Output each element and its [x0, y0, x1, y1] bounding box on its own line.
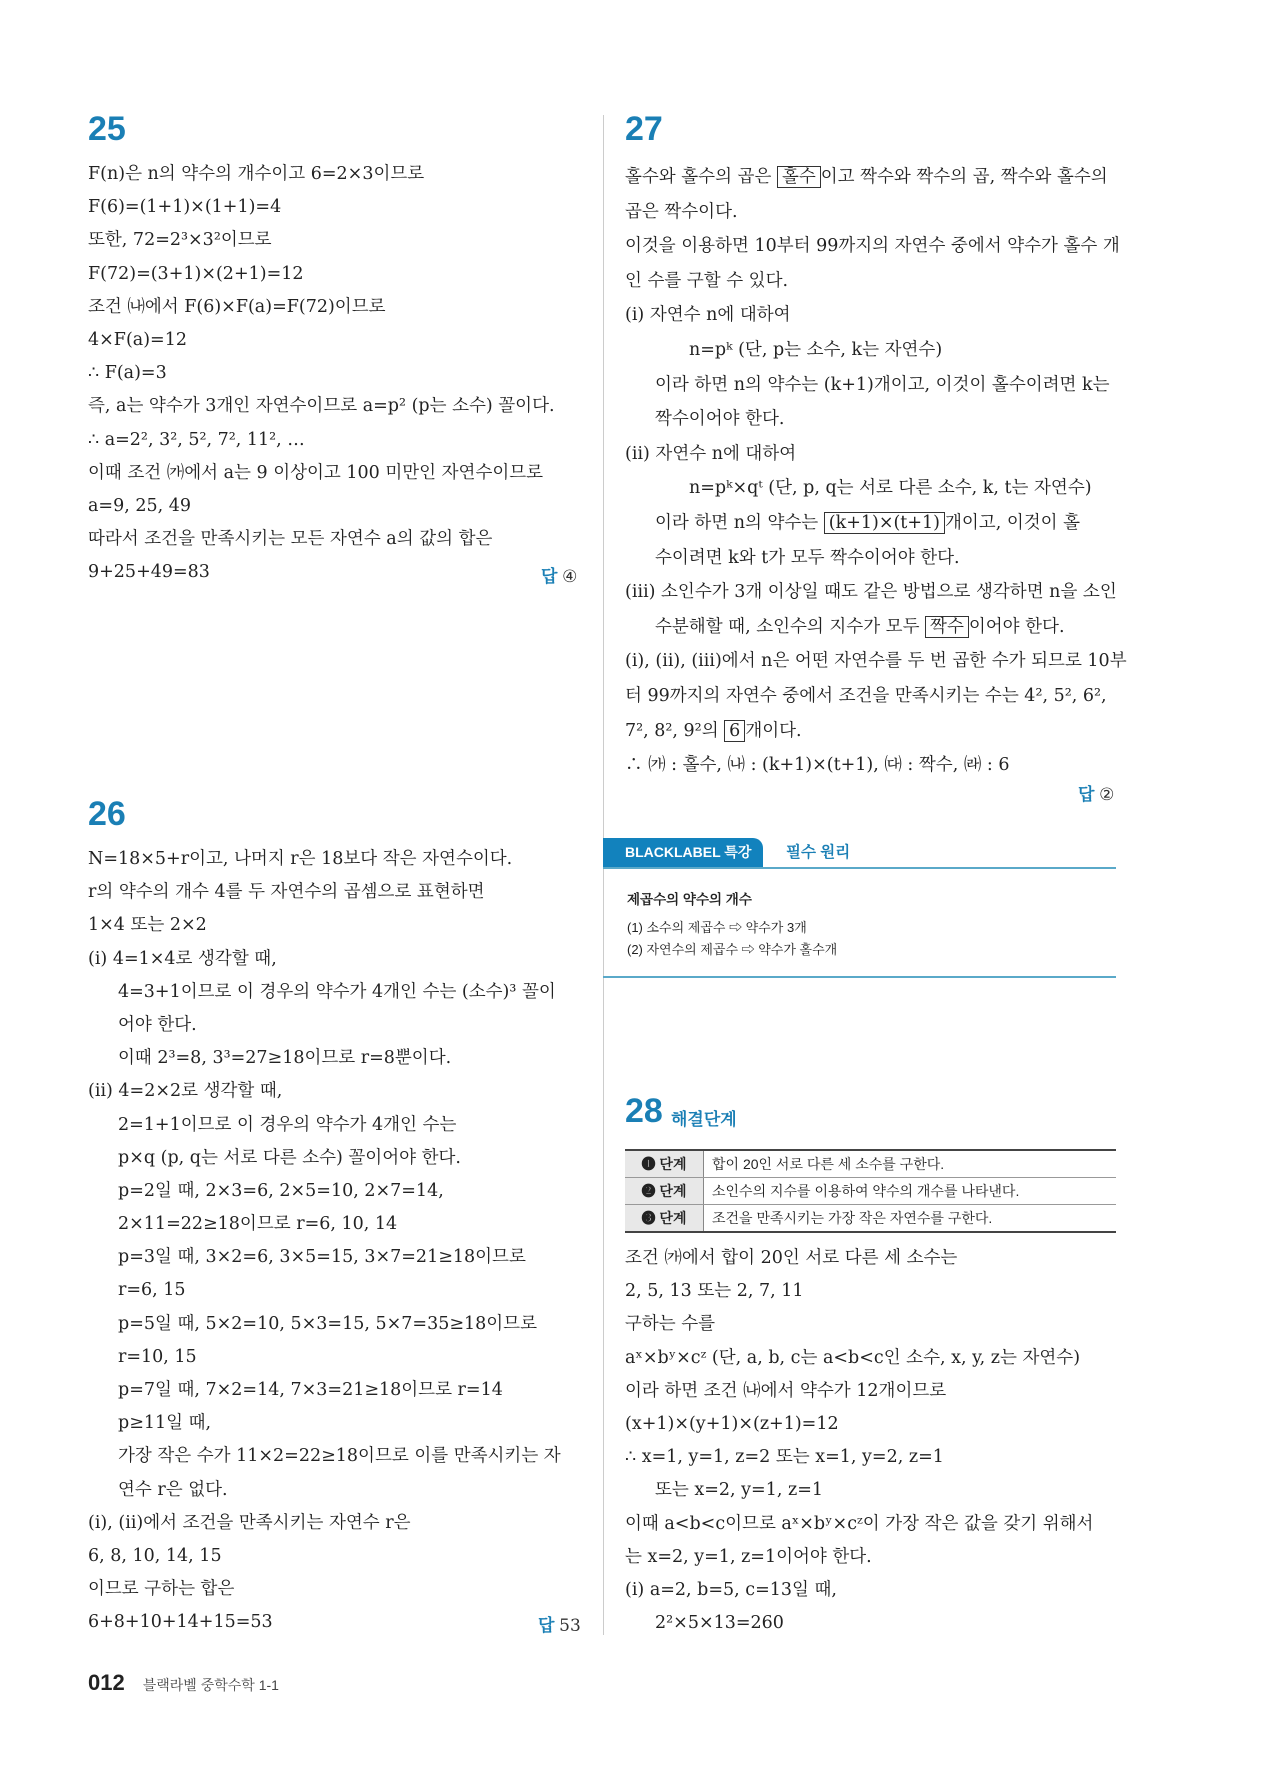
line-text: 이라 하면 n의 약수는 [655, 512, 824, 533]
line-text: 2=1+1이므로 이 경우의 약수가 4개인 수는 [118, 1114, 457, 1135]
text-line [88, 1474, 561, 1507]
line-text: 짝수이어야 한다. [655, 409, 785, 430]
table-row [625, 1178, 1116, 1205]
text-line [625, 1607, 1093, 1640]
line-text: 또한, 72=2³×3²이므로 [88, 230, 272, 251]
line-text: 2, 5, 13 또는 2, 7, 11 [625, 1281, 804, 1302]
problem-number-26: 26 [88, 795, 126, 833]
line-text: (ⅰ) 4=1×4로 생각할 때, [88, 948, 277, 969]
text-line [88, 1274, 561, 1307]
text-line [88, 1606, 561, 1639]
solution-steps-label: 해결단계 [671, 1110, 737, 1129]
line-text: 1×4 또는 2×2 [88, 915, 207, 936]
solution-27 [625, 160, 1127, 783]
line-text: 이어야 한다. [968, 616, 1065, 637]
line-text: (ⅰ), (ⅱ)에서 조건을 만족시키는 자연수 r은 [88, 1512, 411, 1533]
answer-label: 답 [541, 567, 558, 586]
line-text: 터 99까지의 자연수 중에서 조건을 만족시키는 수는 4², 5², 6², [625, 685, 1107, 706]
step-key: ❷ 단계 [625, 1178, 704, 1205]
line-text: 이고 짝수와 짝수의 곱, 짝수와 홀수의 [820, 167, 1108, 187]
text-line [88, 224, 555, 257]
solution-25 [88, 158, 558, 589]
text-line [625, 1275, 1093, 1308]
text-line [625, 333, 1127, 368]
text-line [625, 1574, 1093, 1607]
line-text: (x+1)×(y+1)×(z+1)=12 [625, 1413, 839, 1434]
line-text: 이므로 구하는 합은 [88, 1579, 235, 1600]
line-text: 가장 작은 수가 11×2=22≥18이므로 이를 만족시키는 자 [118, 1446, 561, 1467]
text-line [625, 1541, 1093, 1574]
line-text: 4=3+1이므로 이 경우의 약수가 4개인 수는 (소수)³ 꼴이 [118, 981, 556, 1002]
line-text: ∴ ㈎ : 홀수, ㈏ : (k+1)×(t+1), ㈐ : 짝수, ㈑ : 6 [625, 755, 1010, 776]
text-line [625, 1308, 1093, 1341]
tip-item: (2) 자연수의 제곱수 ⇨ 약수가 홀수개 [627, 942, 838, 957]
blacklabel-tab: BLACKLABEL 특강 [603, 838, 763, 867]
text-line [625, 1508, 1093, 1541]
line-text: 4×F(a)=12 [88, 329, 187, 350]
text-line [88, 424, 555, 457]
divider [603, 976, 1116, 978]
line-text: F(n)은 n의 약수의 개수이고 6=2×3이므로 [88, 164, 425, 184]
line-text: (ⅱ) 4=2×2로 생각할 때, [88, 1081, 283, 1102]
text-line [88, 1075, 561, 1108]
text-line [625, 679, 1127, 714]
text-line [625, 1242, 1093, 1275]
line-text: 개이다. [745, 720, 802, 741]
text-line [88, 1540, 561, 1573]
text-line [88, 1241, 561, 1274]
table-row [625, 1205, 1116, 1233]
text-line [625, 298, 1127, 333]
text-line [625, 541, 1127, 576]
text-line [625, 1441, 1093, 1474]
line-text: r=6, 15 [118, 1280, 186, 1301]
line-text: N=18×5+r이고, 나머지 r은 18보다 작은 자연수이다. [88, 849, 513, 869]
line-text: (ⅰ) a=2, b=5, c=13일 때, [625, 1579, 837, 1600]
line-text: 조건 ㈏에서 F(6)×F(a)=F(72)이므로 [88, 296, 386, 317]
text-line [625, 160, 1127, 195]
solution-26 [88, 843, 561, 1640]
line-text: 6, 8, 10, 14, 15 [88, 1545, 222, 1566]
line-text: (ⅲ) 소인수가 3개 이상일 때도 같은 방법으로 생각하면 n을 소인 [625, 582, 1117, 603]
text-line [88, 291, 555, 324]
text-line [88, 1308, 561, 1341]
text-line [625, 402, 1127, 437]
text-line [88, 357, 555, 390]
page-footer [88, 1670, 279, 1696]
line-text: 이때 2³=8, 3³=27≥18이므로 r=8뿐이다. [118, 1048, 452, 1069]
tip-subtitle: 필수 원리 [786, 844, 851, 861]
line-text: 2²×5×13=260 [655, 1613, 784, 1634]
text-line [625, 437, 1127, 472]
line-text: n=pᵏ×qᵗ (단, p, q는 서로 다른 소수, k, t는 자연수) [689, 478, 1092, 499]
problem-number-27: 27 [625, 110, 663, 148]
text-line [625, 1375, 1093, 1408]
line-text: 이때 조건 ㈎에서 a는 9 이상이고 100 미만인 자연수이므로 [88, 462, 544, 483]
book-title: 블랙라벨 중학수학 1-1 [142, 1677, 279, 1693]
text-line [88, 1208, 561, 1241]
line-text: 수분해할 때, 소인수의 지수가 모두 [655, 616, 926, 637]
answer-25 [541, 562, 577, 587]
line-text: ∴ a=2², 3², 5², 7², 11², … [88, 429, 305, 450]
text-line [88, 1374, 561, 1407]
line-text: 이라 하면 조건 ㈏에서 약수가 12개이므로 [625, 1380, 947, 1401]
solution-28 [625, 1242, 1093, 1640]
line-text: 수이려면 k와 t가 모두 짝수이어야 한다. [655, 547, 960, 568]
text-line [625, 1342, 1093, 1375]
step-desc: 합이 20인 서로 다른 세 소수를 구한다. [704, 1150, 1117, 1178]
line-text: p≥11일 때, [118, 1413, 212, 1434]
text-line [625, 575, 1127, 610]
line-text: a=9, 25, 49 [88, 495, 192, 516]
text-line [88, 1009, 561, 1042]
text-line [625, 195, 1127, 230]
text-line [625, 1408, 1093, 1441]
problem-number-25: 25 [88, 110, 126, 148]
blacklabel-tip-box [603, 838, 1116, 978]
line-text: p=7일 때, 7×2=14, 7×3=21≥18이므로 r=14 [118, 1380, 503, 1400]
page-number: 012 [88, 1670, 125, 1695]
line-text: 홀수와 홀수의 곱은 [625, 167, 777, 187]
answer-value: ④ [562, 567, 578, 587]
text-line [625, 1474, 1093, 1507]
line-text: 연수 r은 없다. [118, 1479, 228, 1500]
text-line [625, 471, 1127, 506]
line-text: r=10, 15 [118, 1346, 197, 1367]
answer-value: ② [1099, 785, 1115, 805]
text-line [88, 976, 561, 1009]
line-text: 이라 하면 n의 약수는 (k+1)개이고, 이것이 홀수이려면 k는 [655, 374, 1110, 395]
step-key: ❸ 단계 [625, 1205, 704, 1233]
problem-number-28: 28 [625, 1092, 663, 1130]
line-text: 2×11=22≥18이므로 r=6, 10, 14 [118, 1214, 398, 1235]
line-text: 이것을 이용하면 10부터 99까지의 자연수 중에서 약수가 홀수 개 [625, 236, 1120, 257]
solution-steps-table [625, 1149, 1116, 1233]
line-text: 즉, a는 약수가 3개인 자연수이므로 a=p² (p는 소수) 꼴이다. [88, 396, 555, 417]
line-text: 인 수를 구할 수 있다. [625, 270, 789, 291]
line-text: 어야 한다. [118, 1014, 197, 1035]
text-line [625, 229, 1127, 264]
line-text: p=3일 때, 3×2=6, 3×5=15, 3×7=21≥18이므로 [118, 1247, 526, 1268]
text-line [88, 523, 555, 556]
line-text: p=5일 때, 5×2=10, 5×3=15, 5×7=35≥18이므로 [118, 1313, 537, 1334]
text-line [625, 644, 1127, 679]
text-line [625, 506, 1127, 541]
text-line [625, 264, 1127, 299]
text-line [88, 1042, 561, 1075]
text-line [625, 368, 1127, 403]
line-text: F(6)=(1+1)×(1+1)=4 [88, 197, 282, 218]
text-line [88, 390, 555, 423]
line-text: 개이고, 이것이 홀 [944, 512, 1081, 533]
text-line [88, 457, 555, 490]
text-line [88, 876, 561, 909]
answer-27 [1078, 780, 1114, 805]
answer-label: 답 [1078, 785, 1095, 804]
answer-26 [538, 1611, 581, 1636]
line-text: n=pᵏ (단, p는 소수, k는 자연수) [689, 339, 943, 360]
tip-item: (1) 소수의 제곱수 ⇨ 약수가 3개 [627, 920, 807, 935]
text-line [88, 909, 561, 942]
text-line [88, 1407, 561, 1440]
line-text: 조건 ㈎에서 합이 20인 서로 다른 세 소수는 [625, 1248, 958, 1268]
line-text: r의 약수의 개수 4를 두 자연수의 곱셈으로 표현하면 [88, 882, 485, 903]
divider [603, 867, 1116, 869]
line-text: 6+8+10+14+15=53 [88, 1612, 273, 1633]
line-text: ∴ x=1, y=1, z=2 또는 x=1, y=2, z=1 [625, 1447, 944, 1468]
text-line [88, 191, 555, 224]
line-text: 따라서 조건을 만족시키는 모든 자연수 a의 값의 합은 [88, 529, 493, 550]
line-text: (ⅱ) 자연수 n에 대하여 [625, 443, 797, 464]
line-text: (ⅰ) 자연수 n에 대하여 [625, 305, 791, 326]
boxed-answer: (k+1)×(t+1) [824, 512, 945, 534]
tip-heading: 제곱수의 약수의 개수 [627, 892, 752, 907]
text-line [88, 1573, 561, 1606]
boxed-answer: 6 [724, 720, 745, 742]
line-text: 는 x=2, y=1, z=1이어야 한다. [625, 1546, 872, 1567]
text-line [88, 1142, 561, 1175]
line-text: p×q (p, q는 서로 다른 소수) 꼴이어야 한다. [118, 1147, 461, 1168]
text-line [88, 1507, 561, 1540]
text-line [88, 1109, 561, 1142]
line-text: 9+25+49=83 [88, 562, 210, 583]
text-line [88, 1341, 561, 1374]
boxed-answer: 짝수 [925, 616, 969, 638]
text-line [88, 158, 555, 191]
line-text: 이때 a<b<c이므로 aˣ×bʸ×cᶻ이 가장 작은 값을 갖기 위해서 [625, 1513, 1094, 1534]
line-text: 7², 8², 9²의 [625, 720, 725, 741]
line-text: 구하는 수를 [625, 1314, 716, 1335]
step-key: ❶ 단계 [625, 1150, 704, 1178]
step-desc: 조건을 만족시키는 가장 작은 자연수를 구한다. [704, 1205, 1117, 1233]
answer-label: 답 [538, 1616, 555, 1635]
line-text: F(72)=(3+1)×(2+1)=12 [88, 263, 304, 284]
text-line [88, 1440, 561, 1473]
text-line [88, 490, 555, 523]
text-line [88, 258, 555, 291]
text-line [625, 748, 1127, 783]
answer-value: 53 [559, 1616, 581, 1636]
line-text: ∴ F(a)=3 [88, 363, 167, 384]
line-text: aˣ×bʸ×cᶻ (단, a, b, c는 a<b<c인 소수, x, y, z는 자연수) [625, 1347, 1081, 1368]
line-text: 곱은 짝수이다. [625, 201, 738, 222]
text-line [625, 714, 1127, 749]
line-text: 또는 x=2, y=1, z=1 [655, 1480, 823, 1501]
line-text: p=2일 때, 2×3=6, 2×5=10, 2×7=14, [118, 1180, 444, 1201]
line-text: (ⅰ), (ⅱ), (ⅲ)에서 n은 어떤 자연수를 두 번 곱한 수가 되므로 10부 [625, 651, 1127, 672]
text-line [88, 943, 561, 976]
table-row [625, 1150, 1116, 1178]
boxed-answer: 홀수 [777, 166, 821, 188]
text-line [88, 324, 555, 357]
text-line [88, 556, 558, 589]
text-line [88, 843, 561, 876]
step-desc: 소인수의 지수를 이용하여 약수의 개수를 나타낸다. [704, 1178, 1117, 1205]
text-line [625, 610, 1127, 645]
text-line [88, 1175, 561, 1208]
